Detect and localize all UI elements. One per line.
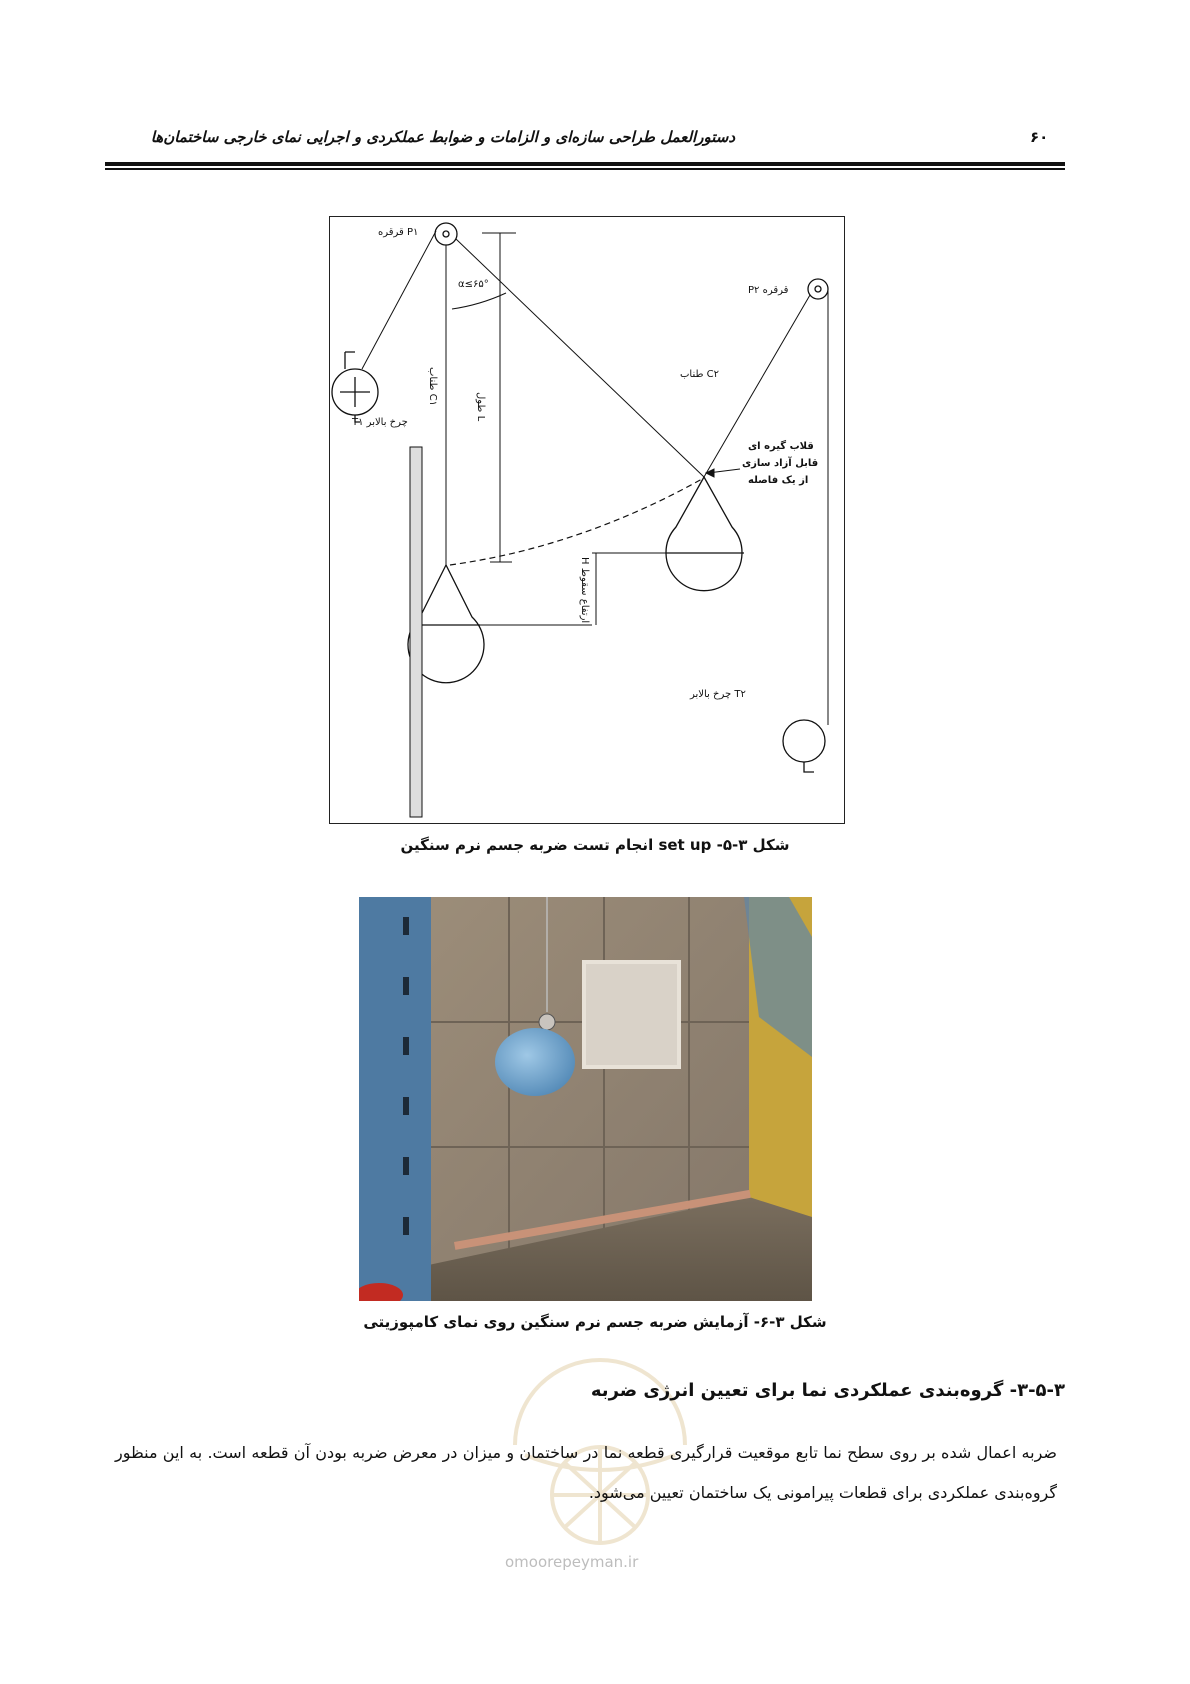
label-hook-3: از یک فاصله	[748, 475, 809, 486]
impactor-bag	[495, 1028, 575, 1096]
figure-caption-photo: شکل ۳-۶- آزمایش ضربه جسم نرم سنگین روی نمای کامپوزیتی	[363, 1313, 827, 1331]
impactor-bag-raised	[666, 477, 744, 591]
label-height: H ارتفاع سقوط	[579, 557, 590, 624]
label-p2: P۲ قرقره	[748, 285, 789, 296]
watermark-url: omoorepeyman.ir	[505, 1553, 639, 1571]
winch-t2	[783, 720, 825, 772]
impact-test-photo	[359, 897, 812, 1301]
label-hook-2: قابل آزاد سازی	[742, 458, 819, 469]
label-c1: طناب C۱	[427, 367, 438, 406]
label-t1: T۱ چرخ بالابر	[352, 417, 408, 428]
figure-caption-setup: شکل ۳-۵- set up انجام تست ضربه جسم نرم سنگین	[400, 836, 790, 854]
body-paragraph: ضربه اعمال شده بر روی سطح نما تابع موقعیت قرارگیری قطعه نما در ساختمان و میزان در معرض ضربه بودن آن قطعه است. به این منظور گروه‌بندی عملکردی برای قطعات پیرامونی یک ساختمان تعیین می‌شود.	[115, 1443, 1057, 1502]
label-length: طول L	[475, 392, 486, 422]
rope-to-winch-t1	[362, 231, 436, 369]
page-number: ۶۰	[1030, 128, 1049, 146]
header-rule-thin	[105, 168, 1065, 170]
setup-diagram	[329, 216, 845, 824]
label-t2: چرخ بالابر T۲	[690, 689, 746, 700]
test-wall	[410, 447, 422, 817]
running-header-title: دستورالعمل طراحی سازه‌ای و الزامات و ضوابط عملکردی و اجرایی نمای خارجی ساختمان‌ها	[150, 128, 735, 146]
header-rule-thick	[105, 162, 1065, 166]
label-c2: طناب C۲	[680, 369, 719, 380]
section-heading: ۳-۵-۳- گروه‌بندی عملکردی نما برای تعیین انرژی ضربه	[590, 1380, 1065, 1401]
pulley-p2	[808, 279, 828, 299]
label-angle: α≤۶۵°	[458, 279, 489, 290]
pulley-p1	[435, 223, 457, 245]
label-hook-1: قلاب گیره ای	[748, 441, 814, 452]
label-p1: قرقره P۱	[378, 227, 419, 238]
swing-path	[450, 479, 702, 565]
winch-t1	[332, 352, 378, 422]
rope-c2-left	[456, 239, 704, 477]
